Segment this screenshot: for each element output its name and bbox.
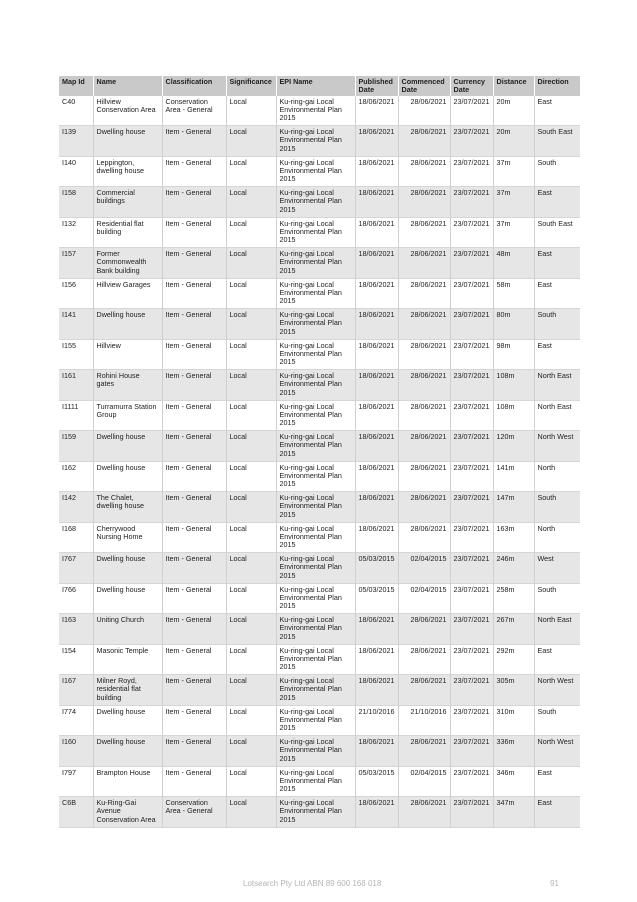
cell-significance: Local <box>226 96 276 126</box>
cell-epi-name: Ku-ring-gai Local Environmental Plan 2015 <box>276 187 355 218</box>
cell-direction: South <box>534 309 580 340</box>
cell-published-date: 18/06/2021 <box>355 126 398 157</box>
cell-direction: South <box>534 492 580 523</box>
cell-distance: 108m <box>493 400 534 431</box>
cell-map-id: I163 <box>59 614 93 645</box>
cell-published-date: 05/03/2015 <box>355 553 398 584</box>
column-header-currency-date: Currency Date <box>450 76 493 96</box>
cell-name: Dwelling house <box>93 553 162 584</box>
cell-direction: East <box>537 767 552 777</box>
cell-distance: 37m <box>493 156 534 187</box>
cell-distance: 147m <box>493 492 534 523</box>
cell-map-id: I154 <box>59 644 93 675</box>
table-row <box>59 187 580 218</box>
cell-distance: 120m <box>493 431 534 462</box>
cell-direction: North West <box>534 675 580 706</box>
cell-commenced-date: 28/06/2021 <box>398 156 450 187</box>
table-row <box>59 126 580 157</box>
cell-direction: North West <box>534 431 580 462</box>
cell-commenced-date: 28/06/2021 <box>398 187 450 218</box>
cell-published-date: 18/06/2021 <box>355 278 398 309</box>
cell-direction: West <box>534 553 580 584</box>
footer-company: Lotsearch Pty Ltd ABN 89 600 168 018 <box>243 879 382 888</box>
cell-name: Dwelling house <box>93 461 162 492</box>
cell-direction: East <box>537 96 552 106</box>
cell-name: Uniting Church <box>93 614 162 645</box>
cell-direction: North <box>537 462 556 472</box>
cell-distance: 58m <box>493 278 534 309</box>
cell-commenced-date: 28/06/2021 <box>398 309 450 340</box>
cell-currency-date: 23/07/2021 <box>450 522 493 553</box>
cell-classification: Item - General <box>162 431 226 462</box>
cell-direction: East <box>534 797 580 828</box>
cell-distance: 37m <box>493 187 534 218</box>
cell-name: The Chalet, dwelling house <box>93 492 162 523</box>
table-row <box>59 553 580 584</box>
column-header-map-id: Map Id <box>59 76 93 96</box>
cell-commenced-date: 28/06/2021 <box>398 217 450 248</box>
cell-significance: Local <box>226 553 276 584</box>
cell-commenced-date: 28/06/2021 <box>398 248 450 279</box>
cell-name: Dwelling house <box>93 583 162 614</box>
cell-currency-date: 23/07/2021 <box>450 217 493 248</box>
cell-published-date: 18/06/2021 <box>355 309 398 340</box>
cell-currency-date: 23/07/2021 <box>450 248 493 279</box>
cell-significance: Local <box>226 644 276 675</box>
cell-currency-date: 23/07/2021 <box>450 766 493 797</box>
column-header-direction: Direction <box>534 76 580 96</box>
cell-commenced-date: 02/04/2015 <box>398 766 450 797</box>
cell-map-id: I162 <box>59 461 93 492</box>
cell-significance: Local <box>226 614 276 645</box>
column-header-epi-name: EPI Name <box>276 76 355 96</box>
cell-distance: 292m <box>493 644 534 675</box>
table-row <box>59 614 580 645</box>
cell-map-id: I158 <box>59 187 93 218</box>
cell-epi-name: Ku-ring-gai Local Environmental Plan 2015 <box>276 705 355 736</box>
cell-map-id: I141 <box>59 309 93 340</box>
cell-significance: Local <box>226 705 276 736</box>
cell-distance: 347m <box>493 797 534 828</box>
cell-direction: North <box>537 523 556 533</box>
cell-published-date: 21/10/2016 <box>355 705 398 736</box>
cell-epi-name: Ku-ring-gai Local Environmental Plan 2015 <box>276 614 355 645</box>
cell-currency-date: 23/07/2021 <box>450 583 493 614</box>
cell-significance: Local <box>226 278 276 309</box>
cell-significance: Local <box>226 431 276 462</box>
cell-currency-date: 23/07/2021 <box>450 309 493 340</box>
column-header-classification: Classification <box>162 76 226 96</box>
cell-classification: Item - General <box>162 583 226 614</box>
cell-currency-date: 23/07/2021 <box>450 614 493 645</box>
cell-published-date: 18/06/2021 <box>355 400 398 431</box>
cell-currency-date: 23/07/2021 <box>450 675 493 706</box>
cell-classification: Item - General <box>162 248 226 279</box>
cell-currency-date: 23/07/2021 <box>450 492 493 523</box>
cell-published-date: 18/06/2021 <box>355 96 398 126</box>
cell-commenced-date: 28/06/2021 <box>398 797 450 828</box>
cell-epi-name: Ku-ring-gai Local Environmental Plan 2015 <box>276 339 355 370</box>
cell-direction: East <box>537 645 552 655</box>
cell-map-id: I139 <box>59 126 93 157</box>
cell-published-date: 18/06/2021 <box>355 461 398 492</box>
cell-map-id: I140 <box>59 156 93 187</box>
cell-epi-name: Ku-ring-gai Local Environmental Plan 2015 <box>276 522 355 553</box>
cell-currency-date: 23/07/2021 <box>450 339 493 370</box>
cell-published-date: 18/06/2021 <box>355 339 398 370</box>
table-row <box>59 309 580 340</box>
cell-name: Leppington, dwelling house <box>93 156 162 187</box>
cell-distance: 163m <box>493 522 534 553</box>
cell-distance: 141m <box>493 461 534 492</box>
cell-epi-name: Ku-ring-gai Local Environmental Plan 2015 <box>276 492 355 523</box>
cell-direction: South <box>537 157 557 167</box>
cell-map-id: I132 <box>59 217 93 248</box>
cell-epi-name: Ku-ring-gai Local Environmental Plan 2015 <box>276 461 355 492</box>
cell-classification: Item - General <box>162 217 226 248</box>
cell-name: Brampton House <box>93 766 162 797</box>
cell-epi-name: Ku-ring-gai Local Environmental Plan 2015 <box>276 248 355 279</box>
cell-direction: East <box>537 279 552 289</box>
heritage-items-table <box>59 76 580 828</box>
cell-map-id: I155 <box>59 339 93 370</box>
table-row <box>59 400 580 431</box>
cell-classification: Item - General <box>162 553 226 584</box>
cell-name: Commercial buildings <box>93 187 162 218</box>
cell-distance: 258m <box>493 583 534 614</box>
cell-currency-date: 23/07/2021 <box>450 644 493 675</box>
cell-significance: Local <box>226 156 276 187</box>
cell-classification: Item - General <box>162 522 226 553</box>
cell-epi-name: Ku-ring-gai Local Environmental Plan 2015 <box>276 675 355 706</box>
cell-epi-name: Ku-ring-gai Local Environmental Plan 2015 <box>276 583 355 614</box>
cell-commenced-date: 28/06/2021 <box>398 278 450 309</box>
cell-classification: Item - General <box>162 370 226 401</box>
cell-name: Dwelling house <box>93 126 162 157</box>
cell-name: Rohini House gates <box>93 370 162 401</box>
cell-epi-name: Ku-ring-gai Local Environmental Plan 2015 <box>276 644 355 675</box>
cell-published-date: 18/06/2021 <box>355 644 398 675</box>
cell-distance: 20m <box>493 96 534 126</box>
cell-currency-date: 23/07/2021 <box>450 736 493 767</box>
column-header-commenced-date: Commenced Date <box>398 76 450 96</box>
cell-classification: Item - General <box>162 309 226 340</box>
cell-epi-name: Ku-ring-gai Local Environmental Plan 2015 <box>276 553 355 584</box>
cell-map-id: C6B <box>59 797 93 828</box>
cell-epi-name: Ku-ring-gai Local Environmental Plan 2015 <box>276 400 355 431</box>
cell-significance: Local <box>226 187 276 218</box>
table-row <box>59 644 580 675</box>
cell-significance: Local <box>226 248 276 279</box>
cell-direction: South <box>537 706 557 716</box>
cell-commenced-date: 28/06/2021 <box>398 522 450 553</box>
cell-distance: 305m <box>493 675 534 706</box>
cell-distance: 80m <box>493 309 534 340</box>
cell-significance: Local <box>226 126 276 157</box>
cell-significance: Local <box>226 370 276 401</box>
cell-commenced-date: 02/04/2015 <box>398 553 450 584</box>
table-row <box>59 461 580 492</box>
cell-currency-date: 23/07/2021 <box>450 156 493 187</box>
cell-classification: Item - General <box>162 705 226 736</box>
cell-classification: Conservation Area - General <box>162 96 226 126</box>
table-row <box>59 96 580 126</box>
cell-name: Residential flat building <box>93 217 162 248</box>
table-row <box>59 766 580 797</box>
cell-map-id: I167 <box>59 675 93 706</box>
cell-map-id: I774 <box>59 705 93 736</box>
cell-classification: Item - General <box>162 156 226 187</box>
cell-significance: Local <box>226 217 276 248</box>
cell-published-date: 18/06/2021 <box>355 614 398 645</box>
cell-map-id: C40 <box>59 96 93 126</box>
cell-commenced-date: 28/06/2021 <box>398 400 450 431</box>
cell-map-id: I157 <box>59 248 93 279</box>
cell-map-id: I766 <box>59 583 93 614</box>
cell-published-date: 18/06/2021 <box>355 675 398 706</box>
cell-epi-name: Ku-ring-gai Local Environmental Plan 2015 <box>276 309 355 340</box>
table-row <box>59 736 580 767</box>
table-row <box>59 339 580 370</box>
cell-significance: Local <box>226 339 276 370</box>
cell-distance: 48m <box>493 248 534 279</box>
footer-page-number: 91 <box>550 879 559 888</box>
table-row <box>59 370 580 401</box>
cell-direction: East <box>534 248 580 279</box>
cell-direction: South East <box>534 126 580 157</box>
cell-distance: 108m <box>493 370 534 401</box>
cell-name: Masonic Temple <box>93 644 162 675</box>
cell-significance: Local <box>226 583 276 614</box>
cell-currency-date: 23/07/2021 <box>450 278 493 309</box>
cell-currency-date: 23/07/2021 <box>450 431 493 462</box>
cell-direction: North East <box>537 401 572 411</box>
cell-classification: Item - General <box>162 187 226 218</box>
cell-significance: Local <box>226 766 276 797</box>
cell-commenced-date: 28/06/2021 <box>398 736 450 767</box>
table-row <box>59 278 580 309</box>
cell-published-date: 18/06/2021 <box>355 736 398 767</box>
cell-published-date: 18/06/2021 <box>355 248 398 279</box>
cell-name: Ku-Ring-Gai Avenue Conservation Area <box>93 797 162 828</box>
cell-published-date: 05/03/2015 <box>355 766 398 797</box>
cell-significance: Local <box>226 736 276 767</box>
table-row <box>59 583 580 614</box>
cell-map-id: I161 <box>59 370 93 401</box>
cell-commenced-date: 28/06/2021 <box>398 461 450 492</box>
cell-name: Hillview Conservation Area <box>93 96 162 126</box>
cell-distance: 310m <box>493 705 534 736</box>
cell-direction: North West <box>534 736 580 767</box>
cell-published-date: 18/06/2021 <box>355 217 398 248</box>
cell-classification: Item - General <box>162 278 226 309</box>
cell-map-id: I797 <box>59 766 93 797</box>
cell-classification: Item - General <box>162 644 226 675</box>
cell-epi-name: Ku-ring-gai Local Environmental Plan 2015 <box>276 766 355 797</box>
table-row <box>59 705 580 736</box>
table-body <box>59 96 580 828</box>
cell-distance: 346m <box>493 766 534 797</box>
table-row <box>59 248 580 279</box>
cell-significance: Local <box>226 400 276 431</box>
cell-significance: Local <box>226 492 276 523</box>
cell-name: Former Commonwealth Bank building <box>93 248 162 279</box>
table-row <box>59 156 580 187</box>
cell-commenced-date: 21/10/2016 <box>398 705 450 736</box>
cell-map-id: I142 <box>59 492 93 523</box>
cell-epi-name: Ku-ring-gai Local Environmental Plan 2015 <box>276 96 355 126</box>
cell-currency-date: 23/07/2021 <box>450 126 493 157</box>
cell-published-date: 18/06/2021 <box>355 156 398 187</box>
cell-name: Milner Royd, residential flat building <box>93 675 162 706</box>
cell-classification: Item - General <box>162 736 226 767</box>
column-header-distance: Distance <box>493 76 534 96</box>
cell-epi-name: Ku-ring-gai Local Environmental Plan 2015 <box>276 797 355 828</box>
cell-map-id: I160 <box>59 736 93 767</box>
cell-name: Dwelling house <box>93 736 162 767</box>
cell-significance: Local <box>226 675 276 706</box>
cell-name: Dwelling house <box>93 309 162 340</box>
cell-epi-name: Ku-ring-gai Local Environmental Plan 2015 <box>276 431 355 462</box>
cell-significance: Local <box>226 797 276 828</box>
cell-published-date: 05/03/2015 <box>355 583 398 614</box>
cell-currency-date: 23/07/2021 <box>450 400 493 431</box>
cell-name: Hillview Garages <box>93 278 162 309</box>
cell-classification: Item - General <box>162 675 226 706</box>
cell-epi-name: Ku-ring-gai Local Environmental Plan 2015 <box>276 156 355 187</box>
table-row <box>59 217 580 248</box>
cell-epi-name: Ku-ring-gai Local Environmental Plan 2015 <box>276 278 355 309</box>
cell-significance: Local <box>226 461 276 492</box>
cell-classification: Item - General <box>162 492 226 523</box>
table-row <box>59 797 580 828</box>
cell-commenced-date: 28/06/2021 <box>398 644 450 675</box>
cell-commenced-date: 28/06/2021 <box>398 370 450 401</box>
table-row <box>59 675 580 706</box>
cell-distance: 246m <box>493 553 534 584</box>
cell-name: Cherrywood Nursing Home <box>93 522 162 553</box>
cell-currency-date: 23/07/2021 <box>450 96 493 126</box>
cell-name: Dwelling house <box>93 431 162 462</box>
cell-currency-date: 23/07/2021 <box>450 705 493 736</box>
table-row <box>59 492 580 523</box>
column-header-published-date: Published Date <box>355 76 398 96</box>
cell-distance: 267m <box>493 614 534 645</box>
cell-direction: South <box>537 584 557 594</box>
cell-direction: East <box>534 187 580 218</box>
column-header-significance: Significance <box>226 76 276 96</box>
cell-distance: 37m <box>493 217 534 248</box>
cell-currency-date: 23/07/2021 <box>450 553 493 584</box>
cell-classification: Item - General <box>162 766 226 797</box>
cell-classification: Conservation Area - General <box>162 797 226 828</box>
cell-commenced-date: 28/06/2021 <box>398 492 450 523</box>
cell-classification: Item - General <box>162 339 226 370</box>
cell-name: Dwelling house <box>93 705 162 736</box>
cell-map-id: I159 <box>59 431 93 462</box>
cell-distance: 20m <box>493 126 534 157</box>
cell-epi-name: Ku-ring-gai Local Environmental Plan 2015 <box>276 736 355 767</box>
cell-direction: North East <box>534 614 580 645</box>
cell-published-date: 18/06/2021 <box>355 431 398 462</box>
cell-direction: South East <box>537 218 573 228</box>
cell-significance: Local <box>226 309 276 340</box>
cell-currency-date: 23/07/2021 <box>450 370 493 401</box>
cell-published-date: 18/06/2021 <box>355 187 398 218</box>
cell-published-date: 18/06/2021 <box>355 370 398 401</box>
cell-name: Turramurra Station Group <box>93 400 162 431</box>
cell-distance: 336m <box>493 736 534 767</box>
cell-classification: Item - General <box>162 461 226 492</box>
cell-distance: 98m <box>493 339 534 370</box>
cell-significance: Local <box>226 522 276 553</box>
table-row <box>59 522 580 553</box>
cell-map-id: I168 <box>59 522 93 553</box>
cell-map-id: I156 <box>59 278 93 309</box>
cell-commenced-date: 02/04/2015 <box>398 583 450 614</box>
header-row <box>59 76 580 96</box>
cell-published-date: 18/06/2021 <box>355 797 398 828</box>
cell-currency-date: 23/07/2021 <box>450 187 493 218</box>
cell-name: Hillview <box>93 339 162 370</box>
cell-epi-name: Ku-ring-gai Local Environmental Plan 2015 <box>276 217 355 248</box>
cell-commenced-date: 28/06/2021 <box>398 126 450 157</box>
cell-commenced-date: 28/06/2021 <box>398 431 450 462</box>
cell-commenced-date: 28/06/2021 <box>398 339 450 370</box>
table-row <box>59 431 580 462</box>
cell-epi-name: Ku-ring-gai Local Environmental Plan 2015 <box>276 126 355 157</box>
cell-currency-date: 23/07/2021 <box>450 797 493 828</box>
cell-currency-date: 23/07/2021 <box>450 461 493 492</box>
cell-classification: Item - General <box>162 126 226 157</box>
cell-commenced-date: 28/06/2021 <box>398 96 450 126</box>
cell-direction: North East <box>534 370 580 401</box>
cell-map-id: I767 <box>59 553 93 584</box>
cell-published-date: 18/06/2021 <box>355 522 398 553</box>
table-header <box>59 76 580 96</box>
cell-commenced-date: 28/06/2021 <box>398 614 450 645</box>
cell-commenced-date: 28/06/2021 <box>398 675 450 706</box>
cell-map-id: I1111 <box>59 400 93 431</box>
cell-direction: East <box>537 340 552 350</box>
column-header-name: Name <box>93 76 162 96</box>
cell-epi-name: Ku-ring-gai Local Environmental Plan 2015 <box>276 370 355 401</box>
cell-published-date: 18/06/2021 <box>355 492 398 523</box>
cell-classification: Item - General <box>162 400 226 431</box>
cell-classification: Item - General <box>162 614 226 645</box>
